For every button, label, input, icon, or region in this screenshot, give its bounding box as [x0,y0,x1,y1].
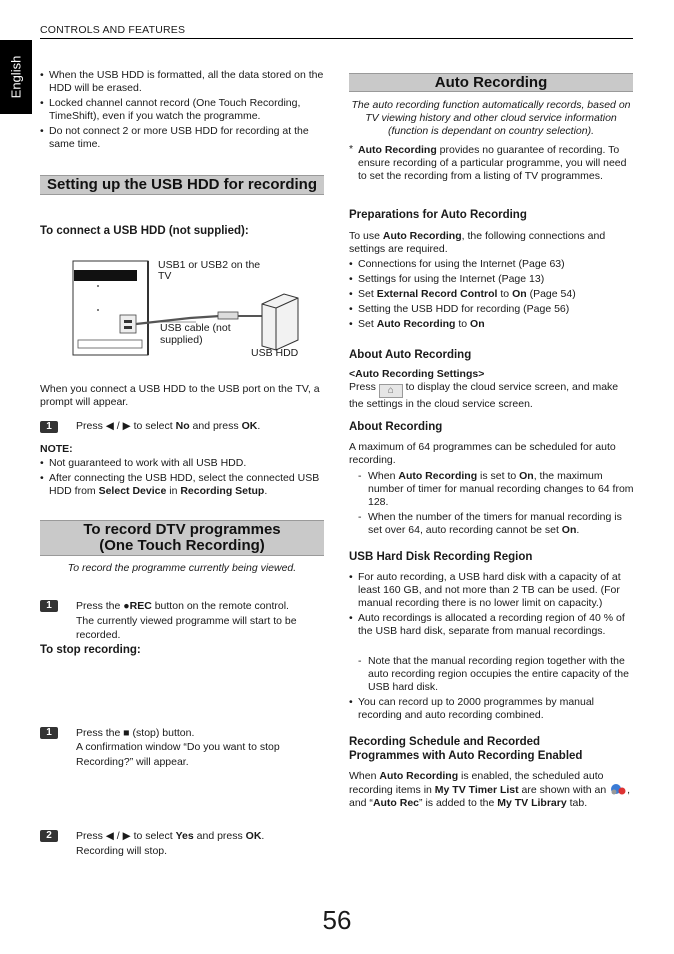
dtv-step-1: 1 Press the ●REC button on the remote control. The currently viewed programme will start to be recorded. [40,599,324,643]
dash-item: - When Auto Recording is set to On, the maximum number of timer for manual recording changes to 64 from 128. [349,470,635,509]
stop-step-1: 1 Press the ■ (stop) button. A confirmation window “Do you want to stop Recording?” will appear. [40,726,324,770]
hdd-label: USB HDD [251,347,299,359]
setup-section-title: Setting up the USB HDD for recording [40,175,324,195]
region-item: • For auto recording, a USB hard disk with a capacity of at least 160 GB, and not more than 2 TB can be used. (For manual recording there is no lower limit on capacity.) [349,571,635,610]
dtv-subtitle: To record the programme currently being viewed. [67,562,297,574]
step-number-icon: 1 [40,727,58,739]
about-recording-text: A maximum of 64 programmes can be scheduled for auto recording. [349,441,616,466]
note-label: NOTE: [40,443,73,455]
prep-item: • Connections for using the Internet (Page 63) [349,258,633,271]
setup-step-1: 1 Press ◀ / ▶ to select No and press OK. [40,420,324,433]
about-recording-list [349,470,635,539]
schedule-text: When Auto Recording is enabled, the scheduled auto recording items in My TV Timer List are shown with an , and “Auto Rec” is added to the My TV Library tab. [349,770,631,809]
auto-rec-icon [609,783,627,796]
prep-item: • Set Auto Recording to On [349,318,633,331]
step-number-icon: 2 [40,830,58,842]
auto-recording-title: Auto Recording [349,73,633,92]
region-item: • Auto recordings is allocated a recording region of 40 % of the USB hard disk, separate from manual recordings. [349,612,635,638]
prep-text: To use Auto Recording, the following connections and settings are required. [349,230,606,255]
auto-intro: The auto recording function automatically records, based on TV viewing history and other cloud service information (function is dependant on country selection). [351,99,631,137]
region-sublist [349,655,635,696]
left-column [40,69,324,153]
tv-top-bar [74,270,137,281]
cable-plug [218,312,238,319]
region-heading: USB Hard Disk Recording Region [349,551,533,563]
intro-bullet: • Do not connect 2 or more USB HDD for recording at the same time. [40,125,324,151]
note-item: • Not guaranteed to work with all USB HDD. [40,457,326,470]
cloud-home-icon: ⌂ [379,384,403,398]
header-title: CONTROLS AND FEATURES [40,24,186,36]
note-item: • After connecting the USB HDD, select the connected USB HDD from Select Device in Recording Setup. [40,472,326,498]
stop-heading: To stop recording: [40,644,141,656]
region-list [349,571,635,640]
prep-item: • Settings for using the Internet (Page 13) [349,273,633,286]
about-auto-heading: About Auto Recording [349,349,472,361]
prep-heading: Preparations for Auto Recording [349,209,527,221]
about-auto-text: Press ⌂ to display the cloud service screen, and make the settings in the cloud service screen. [349,381,619,410]
auto-settings-label: <Auto Recording Settings> [349,368,485,380]
cable-label: USB cable (not supplied) [160,322,231,346]
dtv-section-title: To record DTV programmes (One Touch Recording) [40,520,324,556]
intro-bullet: • When the USB HDD is formatted, all the data stored on the HDD will be erased. [40,69,324,95]
prep-item: • Set External Record Control to On (Page 54) [349,288,633,301]
note-block [40,443,326,500]
page-number: 56 [322,905,352,935]
dash-item: - When the number of the timers for manual recording is set over 64, auto recording cannot be set On. [349,511,635,537]
page-header [40,24,633,39]
region-list-2 [349,696,635,724]
usb-ports-label: USB1 or USB2 on the TV [158,259,261,282]
usb-hdd [262,294,298,350]
intro-bullet: • Locked channel cannot record (One Touch Recording, TimeShift), even if you watch the programme. [40,97,324,123]
usb-connection-diagram [40,250,324,365]
language-tab [0,40,32,114]
dash-item: - Note that the manual recording region together with the auto recording region occupies the entire capacity of the USB hard disk. [349,655,635,694]
step-number-icon: 1 [40,421,58,433]
prep-list [349,258,633,333]
star-note: * Auto Recording provides no guarantee of recording. To ensure recording of a particular programme, you will need to set the recording from a listing of TV programmes. [349,143,627,182]
prompt-text: When you connect a USB HDD to the USB port on the TV, a prompt will appear. [40,383,320,408]
prep-item: • Setting the USB HDD for recording (Page 56) [349,303,633,316]
schedule-heading: Recording Schedule and Recorded Programmes with Auto Recording Enabled [349,736,583,762]
intro-bullets [40,69,324,151]
language-label: English [8,55,24,99]
tv-usb-ports [120,315,136,333]
about-recording-heading: About Recording [349,421,443,433]
step-number-icon: 1 [40,600,58,612]
connect-subheading: To connect a USB HDD (not supplied): [40,225,249,237]
region-item: • You can record up to 2000 programmes by manual recording and auto recording combined. [349,696,635,722]
stop-step-2: 2 Press ◀ / ▶ to select Yes and press OK. Recording will stop. [40,829,324,858]
